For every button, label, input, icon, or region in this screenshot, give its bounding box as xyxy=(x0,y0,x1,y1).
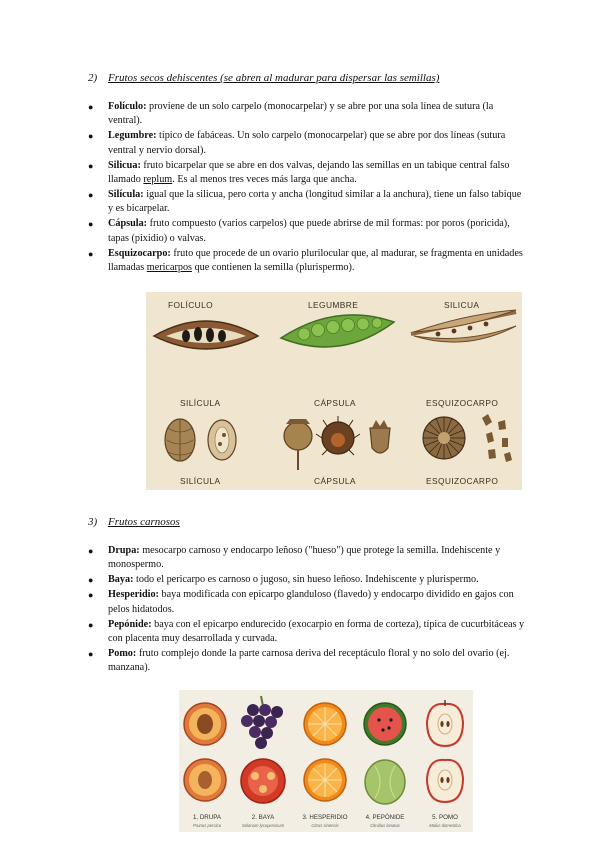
list-item xyxy=(88,618,528,647)
caption-baya: 2. BAYA xyxy=(251,814,275,821)
dry-fruits-drawing xyxy=(146,292,522,490)
term-label: Silícula: xyxy=(108,188,144,200)
definition-text: baya modificada con epicarpo glanduloso (flavedo) y endocarpo dividido en gajos con pelos hidatodos. xyxy=(108,589,514,615)
definition-text: típico de fabáceas. Un solo carpelo (monocarpelar) que se abre por dos líneas (sutura ventral y nervio dorsal). xyxy=(108,130,506,156)
caption-drupa: 1. DRUPA xyxy=(192,814,222,821)
definition-text: fruto que procede de un ovario plurilocular que, al madurar, se fragmenta en unidades llamadas xyxy=(108,247,523,273)
subcaption-hesperidio: Citrus sinensis xyxy=(311,823,339,828)
list-item xyxy=(88,247,528,276)
section-2-heading xyxy=(88,72,439,84)
section-3-title: Frutos carnosos xyxy=(108,516,180,528)
definition-text: mesocarpo carnoso y endocarpo leñoso ("hueso") que protege la semilla. Indehiscente y monospermo. xyxy=(108,545,501,571)
silique-icon xyxy=(411,310,516,342)
label-capsula-mid: CÁPSULA xyxy=(314,398,356,408)
label-esquizocarpo-mid: ESQUIZOCARPO xyxy=(426,398,499,408)
label-silicula-bottom: SILÍCULA xyxy=(180,476,221,486)
caption-hesperidio: 3. HESPERIDIO xyxy=(302,814,348,821)
list-item xyxy=(88,188,528,217)
definition-text: igual que la silicua, pero corta y ancha (longitud similar a la anchura), tiene un falso tabique y es bicarpelar. xyxy=(108,188,522,215)
label-legumbre: LEGUMBRE xyxy=(308,300,359,310)
definition-text: todo el pericarpo es carnoso o jugoso, sin hueso leñoso. Indehiscente y plurispermo. xyxy=(133,574,479,586)
subcaption-drupa: Prunus persica xyxy=(193,823,221,828)
label-foliculo: FOLÍCULO xyxy=(168,300,214,310)
dry-fruits-illustration xyxy=(146,292,522,490)
drupe-icon xyxy=(184,703,226,801)
definition-text: fruto complejo donde la parte carnosa deriva del receptáculo floral y no solo del ovario (ej. manzana). xyxy=(108,647,510,674)
fleshy-fruits-drawing xyxy=(179,690,473,832)
list-item xyxy=(88,217,528,246)
section-2-title: Frutos secos dehiscentes (se abren al madurar para dispersar las semillas) xyxy=(108,72,440,84)
list-item xyxy=(88,100,528,129)
follicle-icon xyxy=(154,321,258,349)
list-item xyxy=(88,159,528,188)
legume-icon xyxy=(281,315,394,347)
term-label: Hesperidio: xyxy=(108,589,159,601)
subcaption-pomo: Malus domestica xyxy=(429,823,461,828)
pepo-icon xyxy=(364,703,406,804)
schizocarp-icon xyxy=(423,414,512,462)
underlined-term: replum xyxy=(143,174,173,186)
subcaption-baya: Solanum lycopersicum xyxy=(241,823,285,828)
term-label: Silicua: xyxy=(108,159,141,171)
list-item xyxy=(88,588,528,617)
fleshy-fruits-list xyxy=(88,544,528,676)
section-3-number: 3) xyxy=(88,516,98,528)
caption-pomo: 5. POMO xyxy=(432,814,458,821)
term-label: Cápsula: xyxy=(108,218,148,230)
definition-text-end: . Es al menos tres veces más larga que ancha. xyxy=(172,174,357,186)
list-item xyxy=(88,573,528,587)
fleshy-fruits-illustration xyxy=(179,690,473,832)
subcaption-peponide: Citrullus lanatus xyxy=(370,823,400,828)
definition-text: baya con el epicarpo endurecido (exocarpio en forma de corteza), típica de cucurbitáceas y con placenta muy desarrollada y curvada. xyxy=(108,618,525,644)
term-label: Baya: xyxy=(108,574,134,586)
silicle-icon xyxy=(165,419,236,461)
caption-peponide: 4. PEPÓNIDE xyxy=(365,814,405,821)
label-capsula-bottom: CÁPSULA xyxy=(314,476,356,486)
definition-text: fruto compuesto (varios carpelos) que puede abrirse de mil formas: por poros (poricida), tapas (pixidio) o valvas. xyxy=(108,218,510,244)
term-label: Folículo: xyxy=(108,101,147,112)
term-label: Esquizocarpo: xyxy=(108,247,171,259)
list-item xyxy=(88,544,528,573)
label-silicula-mid: SILÍCULA xyxy=(180,398,221,408)
list-item xyxy=(88,647,528,676)
term-label: Pomo: xyxy=(108,647,137,659)
dehiscent-fruits-list xyxy=(88,100,528,276)
term-label: Pepónide: xyxy=(108,618,152,630)
capsule-icon xyxy=(284,416,390,470)
list-item xyxy=(88,129,528,158)
hesperidium-icon xyxy=(304,703,346,801)
pome-icon xyxy=(427,700,463,802)
term-label: Legumbre: xyxy=(108,130,157,142)
definition-text: proviene de un solo carpelo (monocarpelar) y se abre por una sola línea de sutura (la ventral). xyxy=(108,101,494,127)
label-silicua: SILICUA xyxy=(444,300,480,310)
underlined-term: mericarpos xyxy=(146,261,193,273)
label-esquizocarpo-bottom: ESQUIZOCARPO xyxy=(426,476,499,486)
section-3-heading xyxy=(88,516,180,528)
term-label: Drupa: xyxy=(108,545,140,556)
definition-text: fruto bicarpelar que se abre en dos valvas, dejando las semillas en un tabique central falso llamado xyxy=(108,159,510,186)
berry-icon xyxy=(241,696,285,803)
definition-text-end: que contienen la semilla (plurispermo). xyxy=(192,261,355,273)
section-2-number: 2) xyxy=(88,72,98,84)
